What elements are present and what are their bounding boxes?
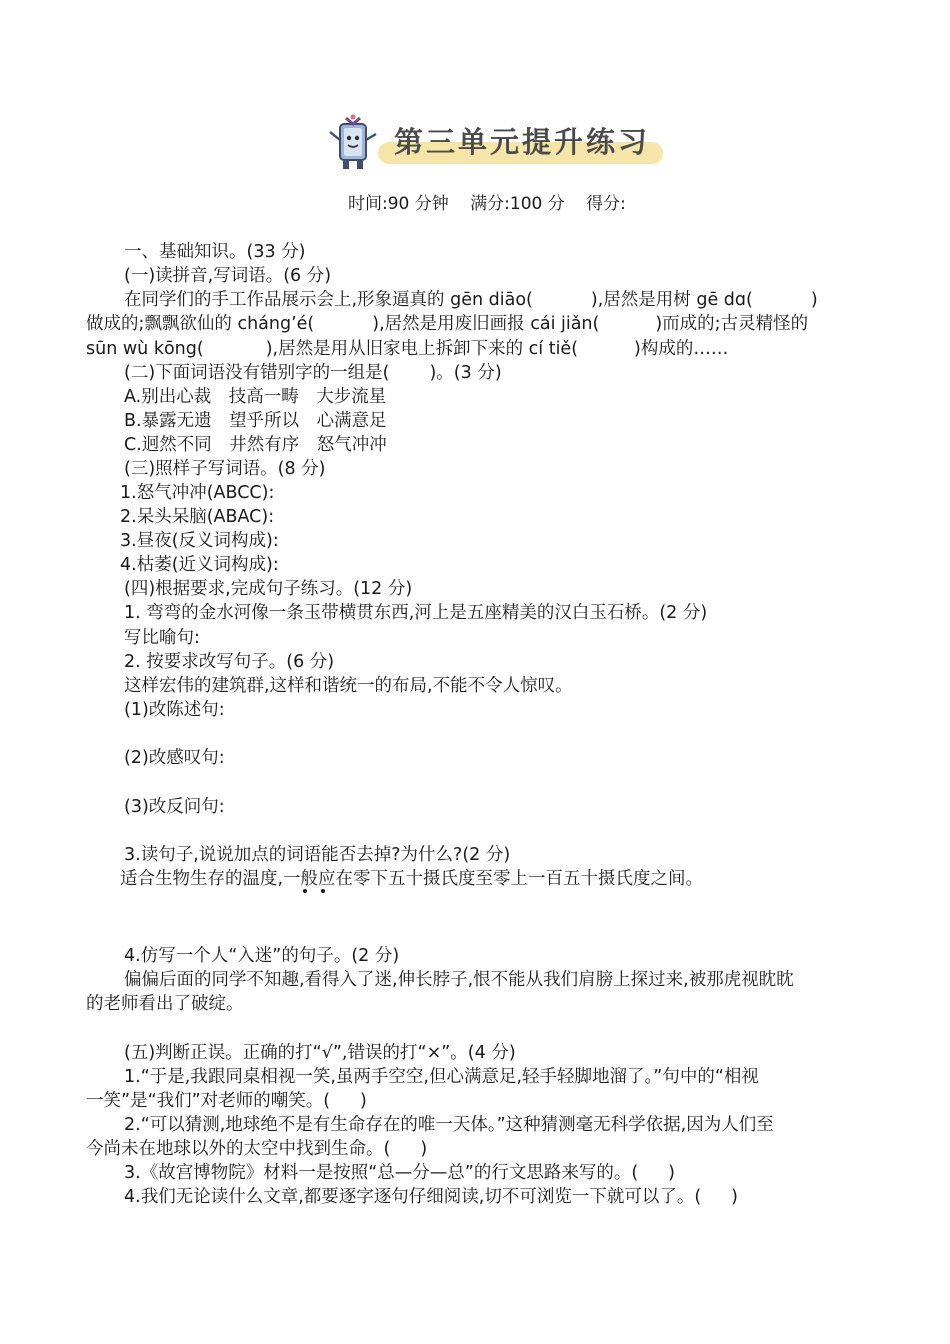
q4-s4-line-2: 的老师看出了破绽。 — [86, 994, 244, 1014]
q1-heading: (一)读拼音,写词语。(6 分) — [124, 266, 332, 286]
q1-line-2: 做成的;飘飘欲仙的 cháng’é( ),居然是用废旧画报 cái jiǎn( )而成的;古灵精怪的 — [86, 314, 809, 334]
q1-line-3: sūn wù kōng( ),居然是用从旧家电上拆卸下来的 cí tiě( )构成的…… — [86, 339, 729, 359]
q4-s2-a: (1)改陈述句: — [124, 700, 225, 720]
q3-item-4: 4.枯萎(近义词构成): — [120, 555, 279, 575]
q4-s3: 3.读句子,说说加点的词语能否去掉?为什么?(2 分) — [124, 845, 511, 865]
q5-item-2-line-1: 2.“可以猜测,地球绝不是有生命存在的唯一天体。”这种猜测毫无科学依据,因为人们至 — [124, 1115, 774, 1135]
q2-heading: (二)下面词语没有错别字的一组是( )。(3 分) — [124, 363, 502, 383]
q4-s2-sentence: 这样宏伟的建筑群,这样和谐统一的布局,不能不令人惊叹。 — [124, 676, 573, 696]
q4-heading: (四)根据要求,完成句子练习。(12 分) — [124, 579, 413, 599]
q4-s2-c: (3)改反问句: — [124, 797, 225, 817]
q4-s4: 4.仿写一个人“入迷”的句子。(2 分) — [124, 946, 400, 966]
q4-s2: 2. 按要求改写句子。(6 分) — [124, 652, 335, 672]
q5-item-3: 3.《故宫博物院》材料一是按照“总—分—总”的行文思路来写的。( ) — [124, 1163, 675, 1183]
q4-s1-task: 写比喻句: — [124, 628, 200, 648]
q5-item-1-line-2: 一笑”是“我们”对老师的嘲笑。( ) — [86, 1091, 367, 1111]
q5-item-1-line-1: 1.“于是,我跟同桌相视一笑,虽两手空空,但心满意足,轻手轻脚地溜了。”句中的“相视 — [124, 1067, 759, 1087]
q4-s2-b: (2)改感叹句: — [124, 748, 225, 768]
book-mascot-icon — [326, 114, 380, 172]
emphasis-dots — [302, 886, 342, 896]
exam-meta — [348, 189, 642, 214]
full-score: 满分:100 分 — [470, 194, 565, 214]
q4-s4-line-1: 偏偏后面的同学不知趣,看得入了迷,伸长脖子,恨不能从我们肩膀上探过来,被那虎视眈眈 — [124, 970, 794, 990]
q5-item-4: 4.我们无论读什么文章,都要逐字逐句仔细阅读,切不可浏览一下就可以了。( ) — [124, 1187, 738, 1207]
time-limit: 时间:90 分钟 — [348, 194, 449, 214]
q2-option-c: C.迥然不同 井然有序 怒气冲冲 — [124, 435, 387, 455]
q2-option-b: B.暴露无遗 望乎所以 心满意足 — [124, 411, 387, 431]
q5-heading: (五)判断正误。正确的打“√”,错误的打“×”。(4 分) — [124, 1043, 516, 1063]
q5-item-2-line-2: 今尚未在地球以外的太空中找到生命。( ) — [86, 1139, 428, 1159]
q3-item-2: 2.呆头呆脑(ABAC): — [120, 507, 275, 527]
score-field: 得分: — [586, 194, 626, 214]
q2-option-a: A.别出心裁 技高一畴 大步流星 — [124, 387, 387, 407]
q3-heading: (三)照样子写词语。(8 分) — [124, 459, 326, 479]
page-title: 第三单元提升练习 — [394, 125, 651, 159]
q1-line-1: 在同学们的手工作品展示会上,形象逼真的 gēn diāo( ),居然是用树 gē dɑ( ) — [124, 290, 818, 310]
q4-s3-sentence: 适合生物生存的温度,一般应在零下五十摄氏度至零上一百五十摄氏度之间。 — [120, 869, 704, 889]
title-banner — [322, 112, 672, 172]
q3-item-3: 3.昼夜(反义词构成): — [120, 531, 279, 551]
q3-item-1: 1.怒气冲冲(ABCC): — [120, 483, 275, 503]
section-heading: 一、基础知识。(33 分) — [124, 242, 306, 262]
q4-s1: 1. 弯弯的金水河像一条玉带横贯东西,河上是五座精美的汉白玉石桥。(2 分) — [124, 603, 708, 623]
